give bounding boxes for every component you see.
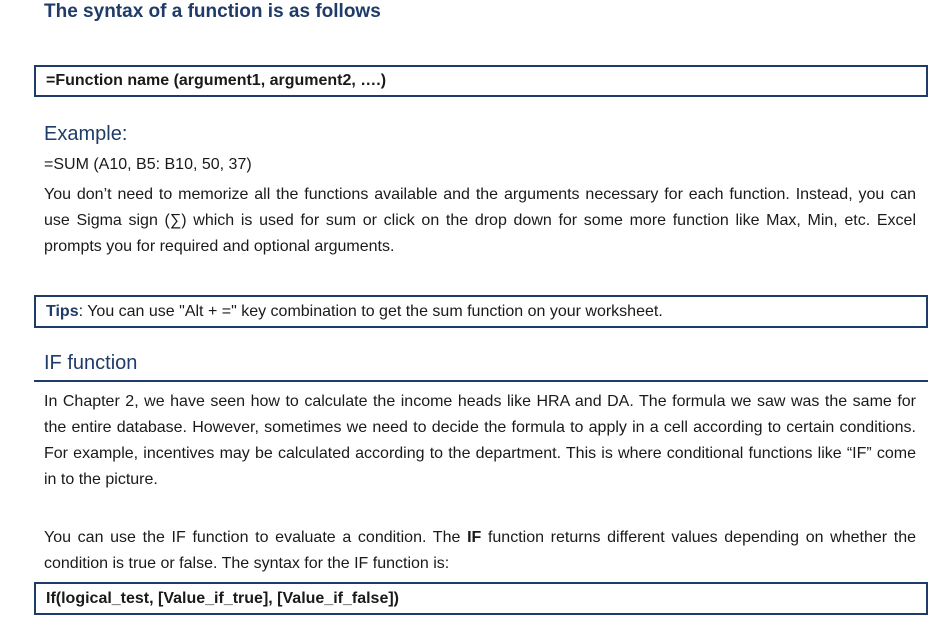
paragraph-if-usage-before: You can use the IF function to evaluate a condition. The <box>44 529 468 546</box>
paragraph-functions: You don’t need to memorize all the functions available and the arguments necessary for each function. Instead, you can use Sigma sign (∑) which is used for sum or click on the drop down for some more function like Max, Min, etc. Excel prompts you for required and optional arguments. <box>44 186 916 255</box>
if-syntax-box <box>34 582 928 615</box>
syntax-box <box>34 65 928 97</box>
heading-underline-divider <box>34 380 928 382</box>
paragraph-if-usage-bold: IF <box>467 529 482 546</box>
if-function-heading: IF function <box>44 352 138 374</box>
paragraph-if-usage <box>44 525 916 577</box>
tips-text: : You can use "Alt + =" key combination to get the sum function on your worksheet. <box>78 302 663 320</box>
if-syntax-box-text: If(logical_test, [Value_if_true], [Value_if_false]) <box>46 589 399 607</box>
tips-box <box>34 295 928 328</box>
paragraph-if-usage-after: function returns different values depending on whether the condition is true or false. The syntax for the IF function is: <box>44 529 917 572</box>
syntax-heading: The syntax of a function is as follows <box>44 1 381 22</box>
paragraph-conditional: In Chapter 2, we have seen how to calculate the income heads like HRA and DA. The formula we saw was the same for the entire database. However, sometimes we need to decide the formula to apply in a cell according to certain conditions. For example, incentives may be calculated according to the department. This is where conditional functions like “IF” come in to the picture. <box>44 393 916 488</box>
tips-label: Tips <box>46 302 79 320</box>
example-heading: Example: <box>44 123 128 145</box>
example-formula: =SUM (A10, B5: B10, 50, 37) <box>44 156 252 173</box>
syntax-box-text: =Function name (argument1, argument2, ….) <box>46 72 387 89</box>
